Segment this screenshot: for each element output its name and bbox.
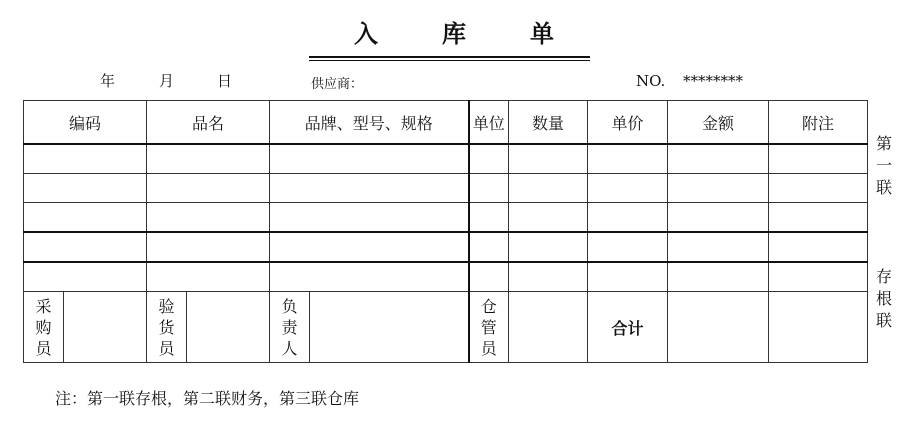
cell-unit-price[interactable] xyxy=(588,174,668,203)
document-title xyxy=(310,14,590,50)
warehouse-keeper-label: 仓 管 员 xyxy=(469,292,509,363)
cell-code[interactable] xyxy=(24,232,147,262)
manager-signature-field[interactable] xyxy=(310,292,469,363)
signature-row xyxy=(24,292,868,363)
cell-product-name[interactable] xyxy=(147,262,270,292)
cell-brand-model-spec[interactable] xyxy=(270,144,469,174)
total-amount-field[interactable] xyxy=(668,292,769,363)
cell-quantity[interactable] xyxy=(509,144,588,174)
cell-quantity[interactable] xyxy=(509,174,588,203)
footnote: 注：第一联存根，第二联财务，第三联仓库 xyxy=(55,389,360,408)
cell-code[interactable] xyxy=(24,262,147,292)
title-char: 库 xyxy=(442,19,466,48)
cell-amount[interactable] xyxy=(668,232,769,262)
cell-brand-model-spec[interactable] xyxy=(270,232,469,262)
header-code: 编码 xyxy=(24,101,147,145)
title-underline-thin xyxy=(309,60,590,61)
copy-type-label: 存 根 联 xyxy=(876,267,893,330)
total-remarks-field[interactable] xyxy=(769,292,868,363)
header-quantity: 数量 xyxy=(509,101,588,145)
table-row xyxy=(24,232,868,262)
cell-unit-price[interactable] xyxy=(588,262,668,292)
header-unit-price: 单价 xyxy=(588,101,668,145)
cell-unit[interactable] xyxy=(469,262,509,292)
cell-unit[interactable] xyxy=(469,203,509,233)
cell-code[interactable] xyxy=(24,174,147,203)
cell-amount[interactable] xyxy=(668,144,769,174)
cell-remarks[interactable] xyxy=(769,262,868,292)
buyer-label: 采 购 员 xyxy=(24,292,64,363)
warehouse-keeper-signature-field[interactable] xyxy=(509,292,588,363)
total-label: 合计 xyxy=(588,292,668,363)
cell-unit[interactable] xyxy=(469,144,509,174)
manager-label: 负 责 人 xyxy=(270,292,310,363)
cell-amount[interactable] xyxy=(668,203,769,233)
cell-brand-model-spec[interactable] xyxy=(270,203,469,233)
cell-unit-price[interactable] xyxy=(588,144,668,174)
cell-quantity[interactable] xyxy=(509,262,588,292)
table-row xyxy=(24,262,868,292)
cell-remarks[interactable] xyxy=(769,174,868,203)
table-row xyxy=(24,174,868,203)
title-char: 单 xyxy=(530,19,554,48)
cell-amount[interactable] xyxy=(668,262,769,292)
day-label: 日 xyxy=(217,72,233,90)
title-underline xyxy=(309,56,590,58)
cell-quantity[interactable] xyxy=(509,203,588,233)
cell-code[interactable] xyxy=(24,203,147,233)
header-remarks: 附注 xyxy=(769,101,868,145)
table-header-row xyxy=(24,101,868,145)
title-char: 入 xyxy=(354,19,378,48)
cell-unit[interactable] xyxy=(469,232,509,262)
number-label: NO. xyxy=(636,72,666,90)
cell-unit[interactable] xyxy=(469,174,509,203)
cell-amount[interactable] xyxy=(668,174,769,203)
buyer-signature-field[interactable] xyxy=(64,292,147,363)
header-amount: 金额 xyxy=(668,101,769,145)
table-row xyxy=(24,144,868,174)
copy-number-label: 第 一 联 xyxy=(876,134,893,197)
cell-unit-price[interactable] xyxy=(588,232,668,262)
cell-product-name[interactable] xyxy=(147,144,270,174)
year-label: 年 xyxy=(100,72,116,90)
cell-remarks[interactable] xyxy=(769,232,868,262)
supplier-label: 供应商： xyxy=(311,77,364,92)
cell-remarks[interactable] xyxy=(769,144,868,174)
header-brand-model-spec: 品牌、型号、规格 xyxy=(270,101,469,145)
cell-quantity[interactable] xyxy=(509,232,588,262)
cell-product-name[interactable] xyxy=(147,203,270,233)
cell-brand-model-spec[interactable] xyxy=(270,262,469,292)
number-value: ******** xyxy=(683,72,743,90)
cell-product-name[interactable] xyxy=(147,232,270,262)
cell-product-name[interactable] xyxy=(147,174,270,203)
header-product-name: 品名 xyxy=(147,101,270,145)
cell-code[interactable] xyxy=(24,144,147,174)
header-unit: 单位 xyxy=(469,101,509,145)
month-label: 月 xyxy=(159,72,175,90)
inspector-signature-field[interactable] xyxy=(187,292,270,363)
cell-remarks[interactable] xyxy=(769,203,868,233)
inventory-table xyxy=(23,100,868,363)
cell-unit-price[interactable] xyxy=(588,203,668,233)
table-row xyxy=(24,203,868,233)
inspector-label: 验 货 员 xyxy=(147,292,187,363)
cell-brand-model-spec[interactable] xyxy=(270,174,469,203)
